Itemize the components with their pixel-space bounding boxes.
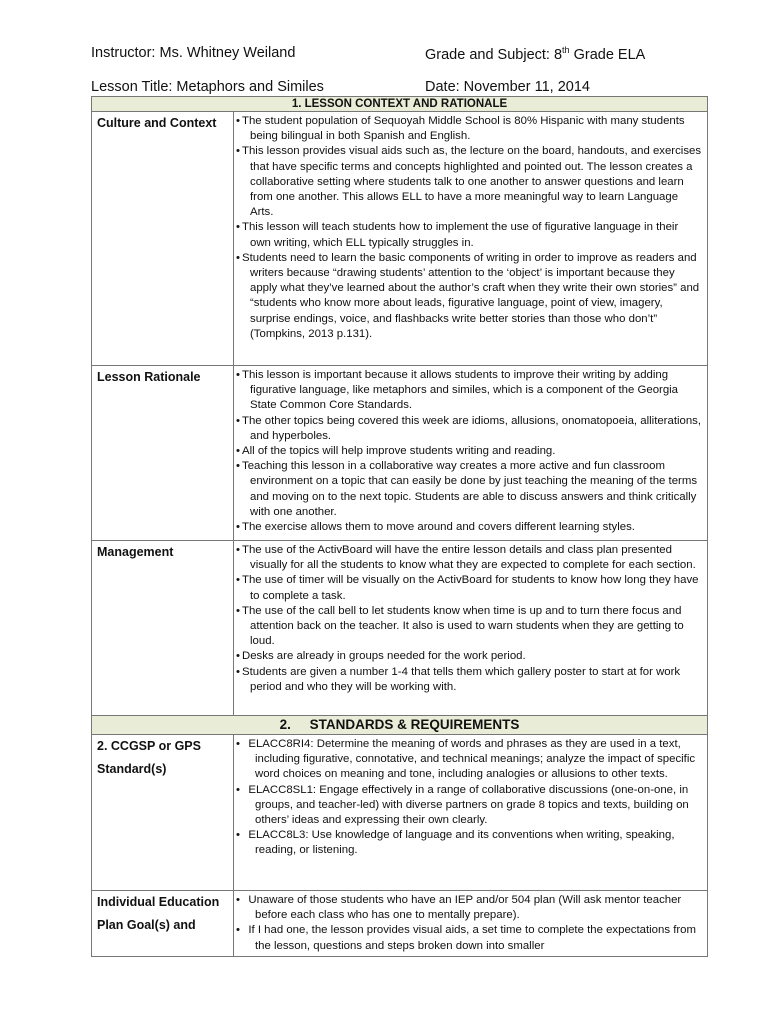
grade-suffix: Grade ELA (569, 46, 646, 63)
list-item (236, 893, 702, 923)
list-item (236, 520, 702, 535)
row-content-clip (234, 891, 707, 955)
grade-superscript: th (562, 45, 570, 55)
list-item (236, 414, 702, 444)
list-item-text: Teaching this lesson in a collaborative way creates a more active and fun classroom environment on a topic that can easily be done by just teaching the meaning of the terms and moving on to the next topic. Students are able to discuss answers and think critically with one another. (242, 460, 698, 518)
bullet-icon: • (236, 738, 240, 750)
list-item-text: The use of the ActivBoard will have the entire lesson details and class plan presented visually for all the students to know what they are expected to complete for each section. (242, 544, 696, 572)
bullet-icon: • (236, 544, 240, 556)
list-item-text: If I had one, the lesson provides visual aids, a set time to complete the expectations from the lesson, questions and steps broken down into smaller (248, 924, 696, 952)
table-row (92, 735, 708, 891)
bullet-icon: • (236, 251, 240, 264)
instructor-label: Instructor: Ms. Whitney Weiland (91, 45, 296, 61)
bullet-icon: • (236, 414, 240, 427)
list-item-text: Students need to learn the basic components of writing in order to improve as readers and writers because “drawing students’ attention to the ‘object’ is important because they apply what they’ve learned about the author’s craft when they write their own stories” and “students who know more about leads, figurative language, point of view, imagery, surprise endings, voice, and flashbacks write better stories than those who don’t” (Tompkins, 2013 p.131). (242, 251, 700, 340)
bullet-icon: • (236, 574, 240, 587)
table-row (92, 891, 708, 957)
list-item-text: Desks are already in groups needed for the work period. (242, 650, 526, 663)
list-item (236, 649, 702, 664)
bullet-list (234, 366, 707, 538)
list-item-text: Students are given a number 1-4 that tells them which gallery poster to start at for work period and who they will be working with. (242, 665, 681, 693)
list-item-text: This lesson is important because it allows students to improve their writing by adding figurative language, like metaphors and similes, which is a component of the Georgia State Common Core Standards. (242, 369, 679, 412)
bullet-icon: • (236, 665, 240, 678)
bullet-icon: • (236, 460, 240, 473)
row-content (234, 735, 708, 891)
grade-subject-label (425, 45, 645, 63)
row-label-culture: Culture and Context (92, 112, 234, 366)
list-item (236, 828, 702, 858)
grade-prefix: Grade and Subject: 8 (425, 46, 563, 63)
list-item-text: The student population of Sequoyah Middle School is 80% Hispanic with many students being bilingual in both Spanish and English. (242, 115, 685, 143)
section-header-context (92, 97, 708, 112)
bullet-icon: • (236, 115, 240, 127)
section-title: 1. LESSON CONTEXT AND RATIONALE (92, 97, 708, 112)
list-item (236, 114, 702, 144)
list-item-text: This lesson provides visual aids such as, the lecture on the board, handouts, and exercises that have specific terms and concepts highlighted and pointed out. The lesson creates a collaborative setting where students talk to one another to answer questions and learn from one another. This allows ELL to have a more meaningful way to learn Language Arts. (242, 145, 702, 219)
bullet-list (234, 735, 707, 862)
bullet-icon: • (236, 521, 240, 534)
list-item-text: This lesson will teach students how to implement the use of figurative language in their own writing, which ELL typically struggles in. (242, 221, 679, 249)
bullet-icon: • (236, 783, 240, 796)
list-item-text: Unaware of those students who have an IEP and/or 504 plan (Will ask mentor teacher before each class who has one to mentally prepare). (248, 894, 682, 922)
list-item-text: The other topics being covered this week are idioms, allusions, onomatopoeia, alliterations, and hyperboles. (242, 414, 702, 442)
row-content (234, 366, 708, 541)
bullet-icon: • (236, 369, 240, 381)
lesson-title-label: Lesson Title: Metaphors and Similes (91, 79, 324, 95)
table-row (92, 366, 708, 541)
bullet-icon: • (236, 829, 240, 842)
date-label: Date: November 11, 2014 (425, 79, 590, 95)
row-content (234, 891, 708, 957)
list-item (236, 604, 702, 650)
list-item-text: The exercise allows them to move around and covers different learning styles. (242, 521, 635, 534)
row-content (234, 541, 708, 716)
bullet-icon: • (236, 924, 240, 937)
table-row (92, 112, 708, 366)
list-item (236, 459, 702, 520)
bullet-list (234, 891, 707, 955)
list-item (236, 573, 702, 603)
bullet-icon: • (236, 221, 240, 234)
list-item-text: The use of timer will be visually on the ActivBoard for students to know how long they have to complete a task. (242, 574, 699, 602)
list-item-text: The use of the call bell to let students know when time is up and to turn there focus and attention back on the teacher. It also is used to warn students when they are getting to loud. (242, 604, 684, 648)
bullet-icon: • (236, 604, 240, 617)
list-item-text: ELACC8SL1: Engage effectively in a range of collaborative discussions (one-on-one, in groups, and teacher-led) with diverse partners on grade 8 topics and texts, building on others’ ideas and expressing their own clearly. (248, 783, 689, 827)
row-label-rationale: Lesson Rationale (92, 366, 234, 541)
table-row (92, 541, 708, 716)
list-item-text: ELACC8L3: Use knowledge of language and its conventions when writing, speaking, reading, or listening. (248, 829, 675, 857)
section-title-text: STANDARDS & REQUIREMENTS (309, 717, 520, 732)
list-item (236, 923, 702, 953)
list-item (236, 220, 702, 250)
list-item (236, 144, 702, 220)
row-label-standards: 2. CCGSP or GPS Standard(s) (92, 735, 234, 891)
list-item (236, 737, 702, 783)
list-item (236, 543, 702, 573)
bullet-icon: • (236, 650, 240, 663)
list-item (236, 783, 702, 829)
bullet-icon: • (236, 894, 240, 906)
list-item (236, 251, 702, 342)
section-title (92, 716, 708, 735)
section-number: 2. (279, 717, 291, 732)
row-label-management: Management (92, 541, 234, 716)
bullet-icon: • (236, 145, 240, 158)
bullet-list (234, 112, 707, 345)
list-item (236, 368, 702, 414)
bullet-icon: • (236, 445, 240, 458)
section-header-standards (92, 716, 708, 735)
list-item (236, 665, 702, 695)
list-item (236, 444, 702, 459)
lesson-plan-table (91, 96, 708, 957)
row-label-iep: Individual Education Plan Goal(s) and (92, 891, 234, 957)
row-content (234, 112, 708, 366)
bullet-list (234, 541, 707, 698)
list-item-text: All of the topics will help improve students writing and reading. (242, 445, 556, 458)
list-item-text: ELACC8RI4: Determine the meaning of words and phrases as they are used in a text, including figurative, connotative, and technical meanings; analyze the impact of specific word choices on meaning and tone, including analogies or allusions to other texts. (248, 738, 696, 781)
